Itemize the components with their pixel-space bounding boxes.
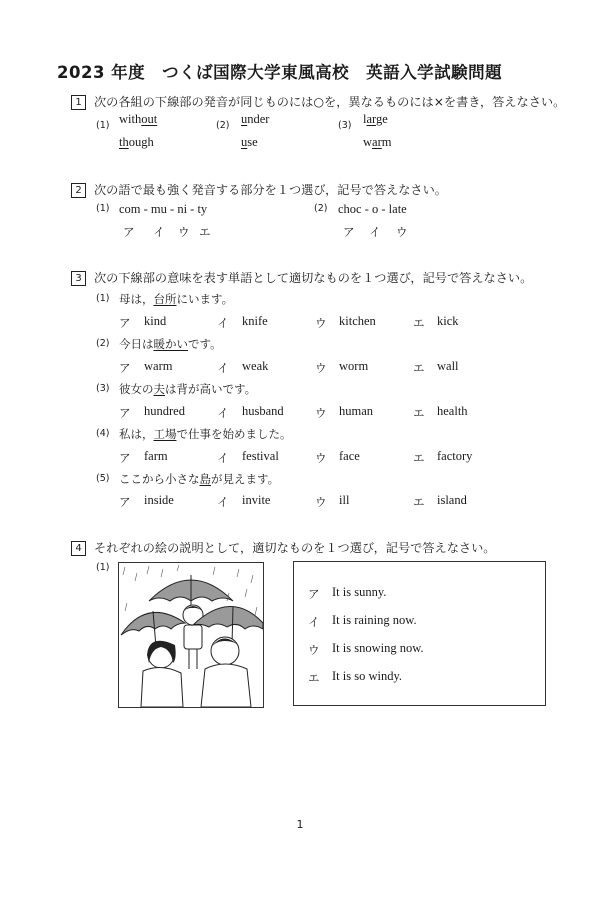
- q3-item-1-choice-d: kick: [437, 314, 459, 328]
- q3-item-2-sentence: 今日は暖かいです。: [119, 337, 222, 351]
- choice-mark: イ: [217, 495, 229, 509]
- item-label: (1): [96, 562, 110, 573]
- item-label: (5): [96, 473, 110, 484]
- choice-mark: ウ: [315, 316, 327, 330]
- q3-item-5-choice-d: island: [437, 493, 467, 507]
- choice-mark: ウ: [315, 495, 327, 509]
- q2-item-1-word: com - mu - ni - ty: [119, 202, 208, 216]
- choice-mark: ウ: [315, 406, 327, 420]
- choice-mark: ア: [308, 587, 320, 601]
- q1-item-3-word-b: warm: [363, 135, 392, 149]
- q2-number: 2: [71, 183, 86, 198]
- q1-heading: [71, 93, 565, 110]
- q3-item-4-choice-d: factory: [437, 449, 473, 463]
- choice-mark: エ: [413, 316, 425, 330]
- q3-item-5-choice-a: inside: [144, 493, 174, 507]
- q3-item-1-choice-b: knife: [242, 314, 268, 328]
- q4-choice-c: It is snowing now.: [332, 641, 424, 655]
- choice-mark: ア: [119, 316, 131, 330]
- q4-choice-a: It is sunny.: [332, 585, 387, 599]
- q3-item-4-choice-b: festival: [242, 449, 279, 463]
- choice-mark: ウ: [315, 451, 327, 465]
- q3-item-3-choice-d: health: [437, 404, 468, 418]
- q3-item-3-sentence: 彼女の夫は背が高いです。: [119, 382, 257, 396]
- q1-item-2: [216, 113, 229, 132]
- q3-heading: [71, 269, 532, 286]
- q2-heading: [71, 181, 447, 198]
- item-label: (1): [96, 120, 110, 131]
- q1-item-1-word-a: without: [119, 112, 158, 126]
- q3-item-1-choice-c: kitchen: [339, 314, 376, 328]
- q3-item-1-choice-a: kind: [144, 314, 167, 328]
- q1-item-1-word-b: though: [119, 135, 154, 149]
- q2-item-2-mark-c: ウ: [396, 225, 408, 239]
- item-label: (1): [96, 293, 110, 304]
- q1-item-2-word-a: under: [241, 112, 270, 126]
- choice-mark: エ: [413, 406, 425, 420]
- choice-mark: エ: [413, 451, 425, 465]
- q3-item-2-choice-c: worm: [339, 359, 369, 373]
- q1-item-3-word-a: large: [363, 112, 388, 126]
- rain-scene-icon: [119, 563, 263, 707]
- q4-instruction: それぞれの絵の説明として，適切なものを１つ選び，記号で答えなさい。: [94, 541, 496, 555]
- choice-mark: イ: [308, 615, 320, 629]
- item-label: (3): [96, 383, 110, 394]
- q2-item-2-mark-a: ア: [343, 225, 355, 239]
- q3-item-2-choice-d: wall: [437, 359, 459, 373]
- q1-number: 1: [71, 95, 86, 110]
- q3-number: 3: [71, 271, 86, 286]
- q2-item-2-word: choc - o - late: [338, 202, 407, 216]
- q2-item-1-mark-b: イ: [153, 225, 165, 239]
- q1-item-3: [338, 113, 351, 132]
- q3-item-1-sentence: 母は，台所にいます。: [119, 292, 234, 306]
- q4-choice-d: It is so windy.: [332, 669, 403, 683]
- item-label: (3): [338, 120, 352, 131]
- choice-mark: ア: [119, 451, 131, 465]
- page-number: 1: [296, 818, 304, 831]
- choice-mark: イ: [217, 406, 229, 420]
- choice-mark: エ: [413, 495, 425, 509]
- q3-item-3-choice-c: human: [339, 404, 374, 418]
- q2-instruction: 次の語で最も強く発音する部分を１つ選び，記号で答えなさい。: [94, 183, 447, 197]
- q3-item-4-sentence: 私は，工場で仕事を始めました。: [119, 427, 292, 441]
- rain-illustration: [118, 562, 264, 708]
- item-label: (2): [216, 120, 230, 131]
- choice-mark: ア: [119, 406, 131, 420]
- choice-mark: ア: [119, 495, 131, 509]
- q1-instruction: 次の各組の下線部の発音が同じものには○を，異なるものには×を書き，答えなさい。: [94, 95, 566, 109]
- q2-item-1-mark-d: エ: [199, 225, 211, 239]
- q3-item-5-choice-c: ill: [339, 493, 350, 507]
- q3-item-3-choice-a: hundred: [144, 404, 185, 418]
- q4-number: 4: [71, 541, 86, 556]
- choice-mark: イ: [217, 316, 229, 330]
- item-label: (2): [96, 338, 110, 349]
- choice-mark: ウ: [308, 643, 320, 657]
- q2-item-1-mark-a: ア: [123, 225, 135, 239]
- item-label: (2): [314, 203, 328, 214]
- q2-item-1-mark-c: ウ: [178, 225, 190, 239]
- page-title: 2023 年度 つくば国際大学東風高校 英語入学試験問題: [57, 63, 503, 82]
- q3-instruction: 次の下線部の意味を表す単語として適切なものを１つ選び，記号で答えなさい。: [94, 271, 533, 285]
- q3-item-5-sentence: ここから小さな島が見えます。: [119, 472, 280, 486]
- choice-mark: ア: [119, 361, 131, 375]
- q4-heading: [71, 539, 495, 556]
- choice-mark: ウ: [315, 361, 327, 375]
- choice-mark: イ: [217, 451, 229, 465]
- q4-choice-b: It is raining now.: [332, 613, 417, 627]
- q3-item-2-choice-b: weak: [242, 359, 269, 373]
- q3-item-2-choice-a: warm: [144, 359, 173, 373]
- q3-item-3-choice-b: husband: [242, 404, 284, 418]
- choice-mark: イ: [217, 361, 229, 375]
- q1-item-1: [96, 113, 109, 132]
- item-label: (1): [96, 203, 110, 214]
- q3-item-4-choice-c: face: [339, 449, 360, 463]
- q1-item-2-word-b: use: [241, 135, 258, 149]
- choice-mark: エ: [308, 671, 320, 685]
- item-label: (4): [96, 428, 110, 439]
- q4-choices-box: [293, 561, 546, 706]
- q3-item-5-choice-b: invite: [242, 493, 271, 507]
- q3-item-4-choice-a: farm: [144, 449, 168, 463]
- q2-item-2-mark-b: イ: [369, 225, 381, 239]
- choice-mark: エ: [413, 361, 425, 375]
